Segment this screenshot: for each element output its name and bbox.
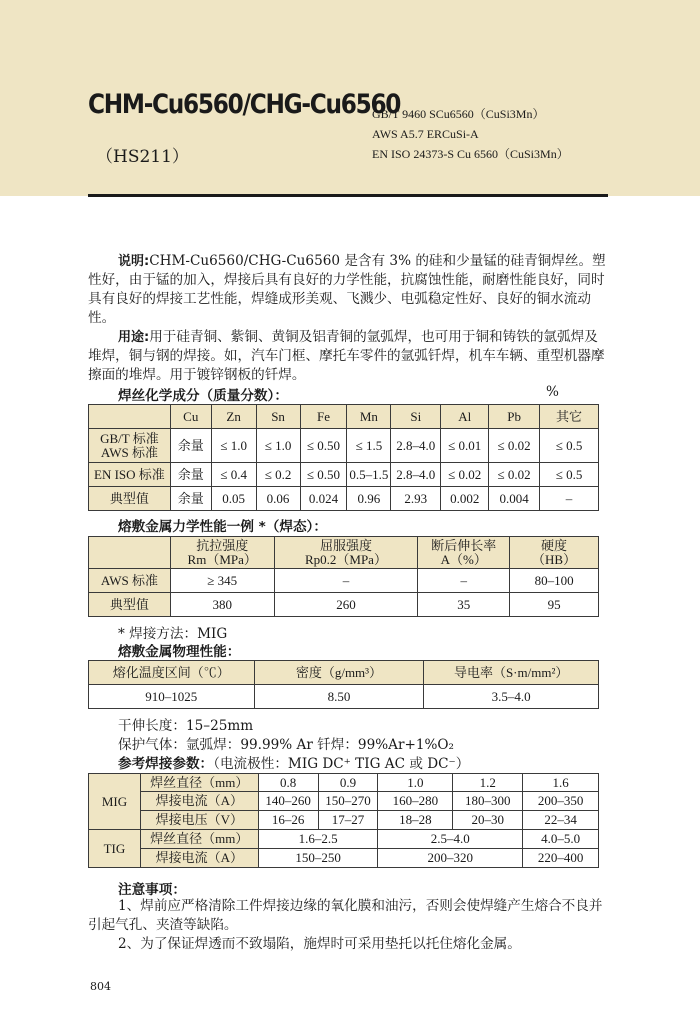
phys-cell: 910–1025 [89,685,255,709]
page-title: CHM-Cu6560/CHG-Cu6560 [88,89,401,120]
chem-cell: 0.5–1.5 [347,463,391,487]
chem-header-cell: 其它 [540,405,599,429]
tig-group-label: TIG [89,830,141,868]
chem-title: 焊丝化学成分（质量分数）： [118,388,288,404]
mig-row-current [89,792,599,811]
weld-cell: 150–250 [258,849,378,868]
chem-unit: % [546,384,559,400]
notes-title: 注意事项： [118,882,186,898]
mech-header-row [89,537,599,569]
chem-row-label: 典型值 [89,487,171,511]
tig-row-diameter [89,830,599,849]
stickout-text: 干伸长度：15–25mm [118,718,254,734]
mech-row-label: 典型值 [89,593,171,617]
chem-cell: 0.06 [256,487,300,511]
weld-cell: 16–26 [258,811,318,830]
phys-cell: 8.50 [254,685,424,709]
chem-row-typical [89,487,599,511]
phys-header-cell: 密度（g/mm³） [254,661,424,685]
mech-cell: 260 [274,593,418,617]
chem-cell: 余量 [170,429,211,463]
weld-cell: 17–27 [318,811,378,830]
physical-properties-table [88,660,599,709]
chem-header-row [89,405,599,429]
phys-header-row [89,661,599,685]
tig-row-current [89,849,599,868]
chem-header-cell: Si [391,405,441,429]
shielding-gas-text: 保护气体：氩弧焊：99.99% Ar 钎焊：99%Ar+1%O₂ [118,737,454,753]
chem-cell: ≤ 0.5 [540,463,599,487]
weld-cell: 160–280 [378,792,453,811]
chem-cell: 2.93 [391,487,441,511]
mech-title: 熔敷金属力学性能一例 *（焊态）： [118,519,327,535]
phys-cell: 3.5–4.0 [424,685,599,709]
weld-row-label: 焊接电流（A） [140,792,258,811]
mech-cell: 380 [170,593,274,617]
chem-header-cell: Al [441,405,489,429]
usage-label: 用途: [118,330,150,345]
chem-cell: ≤ 0.5 [540,429,599,463]
chem-header-cell: Fe [300,405,347,429]
chem-cell: 2.8–4.0 [391,429,441,463]
chem-header-cell: Sn [256,405,300,429]
mig-row-voltage [89,811,599,830]
chem-cell: – [540,487,599,511]
chem-cell: ≤ 0.2 [256,463,300,487]
chem-cell: 余量 [170,463,211,487]
mech-row-aws [89,569,599,593]
description-label: 说明: [118,254,150,269]
chem-cell: 余量 [170,487,211,511]
chem-cell: ≤ 0.02 [489,463,540,487]
mech-cell: ≥ 345 [170,569,274,593]
chem-cell: 0.002 [441,487,489,511]
weld-cell: 1.6 [523,774,599,792]
usage-text: 用于硅青铜、紫铜、黄铜及铝青铜的氩弧焊，也可用于铜和铸铁的氩弧焊及堆焊，铜与钢的焊接。如，汽车门框、摩托车零件的氩弧钎焊，机车车辆、重型机器摩擦面的堆焊。用于镀锌钢板的钎焊。 [88,329,605,383]
mech-cell: – [274,569,418,593]
chem-cell: 0.024 [300,487,347,511]
weld-cell: 180–300 [453,792,523,811]
mech-header-cell: 断后伸长率 A（%） [418,537,510,569]
phys-title: 熔敷金属物理性能： [118,644,241,660]
weld-cell: 200–320 [378,849,523,868]
weld-row-label: 焊接电压（V） [140,811,258,830]
mig-row-diameter [89,774,599,792]
mechanical-properties-table [88,536,599,617]
weld-cell: 4.0–5.0 [523,830,599,849]
weld-row-label: 焊丝直径（mm） [140,774,258,792]
weld-cell: 1.0 [378,774,453,792]
note-item-1: 1、焊前应严格清除工件焊接边缘的氧化膜和油污，否则会使焊缝产生熔合不良并引起气孔、夹渣等缺陷。 [88,898,603,933]
mech-header-cell: 屈服强度 Rp0.2（MPa） [274,537,418,569]
chem-row-label: GB/T 标准 AWS 标准 [89,429,171,463]
phys-header-cell: 导电率（S·m/mm²） [424,661,599,685]
weld-row-label: 焊丝直径（mm） [140,830,258,849]
weld-cell: 1.6–2.5 [258,830,378,849]
weld-cell: 140–260 [258,792,318,811]
chem-cell: ≤ 0.01 [441,429,489,463]
weld-cell: 2.5–4.0 [378,830,523,849]
weld-cell: 1.2 [453,774,523,792]
chem-cell: 0.05 [211,487,256,511]
chem-header-cell: Pb [489,405,540,429]
product-code: （HS211） [96,147,189,167]
chem-cell: ≤ 0.4 [211,463,256,487]
mech-cell: – [418,569,510,593]
chem-header-cell: Mn [347,405,391,429]
mech-header-cell: 抗拉强度 Rm（MPa） [170,537,274,569]
page-number: 804 [90,980,111,993]
usage-paragraph [88,328,608,385]
chem-header-blank [89,405,171,429]
weld-cell: 0.8 [258,774,318,792]
weld-cell: 150–270 [318,792,378,811]
description-text: CHM-Cu6560/CHG-Cu6560 是含有 3% 的硅和少量锰的硅青铜焊丝。塑性好，由于锰的加入，焊接后具有良好的力学性能，抗腐蚀性能，耐磨性能良好，同时具有良好的焊接工艺性能，焊缝成形美观、飞溅少、电弧稳定性好、良好的铜水流动性。 [88,253,606,326]
chem-cell: ≤ 0.50 [300,429,347,463]
phys-header-cell: 熔化温度区间（℃） [89,661,255,685]
weld-cell: 22–34 [523,811,599,830]
phys-value-row [89,685,599,709]
chem-cell: ≤ 0.02 [489,429,540,463]
chem-cell: 2.8–4.0 [391,463,441,487]
mech-note: * 焊接方法：MIG [118,626,228,642]
chem-cell: 0.96 [347,487,391,511]
standard-aws: AWS A5.7 ERCuSi-A [372,127,479,141]
mech-header-cell: 硬度 （HB） [510,537,599,569]
chem-row-en-iso [89,463,599,487]
mech-row-typical [89,593,599,617]
header-rule [88,194,608,197]
mech-cell: 80–100 [510,569,599,593]
chem-row-gb-aws [89,429,599,463]
chem-cell: ≤ 0.50 [300,463,347,487]
weld-cell: 0.9 [318,774,378,792]
welding-parameters-table [88,773,599,868]
weld-cell: 220–400 [523,849,599,868]
mech-row-label: AWS 标准 [89,569,171,593]
chem-cell: ≤ 1.0 [211,429,256,463]
chem-cell: 0.004 [489,487,540,511]
note-item-2: 2、为了保证焊透而不致塌陷，施焊时可采用垫托以托住熔化金属。 [118,936,521,952]
weld-cell: 200–350 [523,792,599,811]
weld-row-label: 焊接电流（A） [140,849,258,868]
mech-header-blank [89,537,171,569]
description-paragraph [88,252,608,328]
chem-row-label: EN ISO 标准 [89,463,171,487]
weld-cell: 20–30 [453,811,523,830]
mig-group-label: MIG [89,774,141,830]
standard-gb: GB/T 9460 SCu6560（CuSi3Mn） [372,107,545,121]
weld-cell: 18–28 [378,811,453,830]
mech-cell: 35 [418,593,510,617]
chem-header-cell: Zn [211,405,256,429]
chem-header-cell: Cu [170,405,211,429]
params-heading: 参考焊接参数：（电流极性：MIG DC⁺ TIG AC 或 DC⁻） [118,756,470,772]
chem-cell: ≤ 1.5 [347,429,391,463]
chem-cell: ≤ 0.02 [441,463,489,487]
mech-cell: 95 [510,593,599,617]
chem-cell: ≤ 1.0 [256,429,300,463]
standard-en-iso: EN ISO 24373-S Cu 6560（CuSi3Mn） [372,147,569,161]
chemical-composition-table [88,404,599,511]
standards-list [372,104,569,164]
